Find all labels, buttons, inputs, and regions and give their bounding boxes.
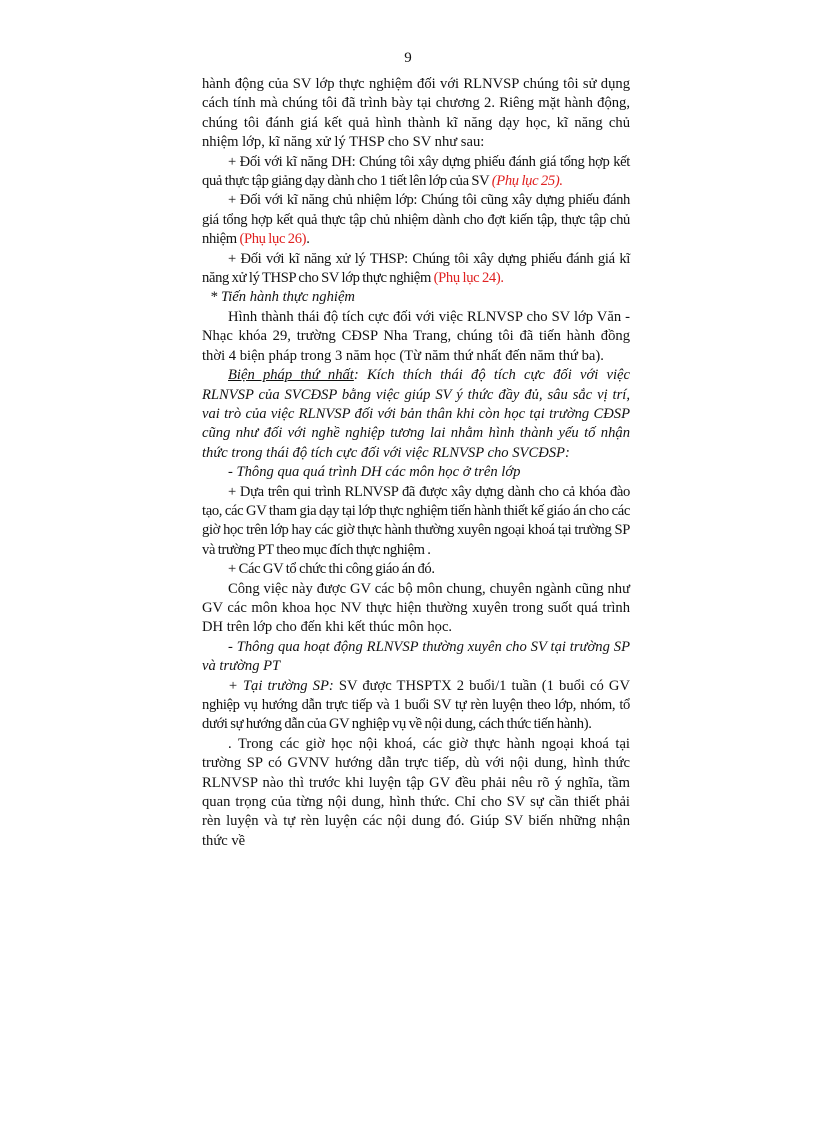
appendix-reference: (Phụ lục 26) [239,231,307,248]
paragraph-label: + Tại trường SP: [228,677,334,694]
appendix-reference: (Phụ lục 24). [433,270,504,287]
paragraph-at-school [202,677,630,735]
paragraph: hành động của SV lớp thực nghiệm đối với RLNVSP chúng tôi sử dụng cách tính mà chúng tôi đã trình bày tại chương 2. Riêng mặt hành động, chúng tôi đánh giá kết quả hình thành kĩ năng dạy học, kĩ năng chủ nhiệm lớp, kĩ năng xử lý THSP cho SV như sau: [202,76,630,151]
section-heading: * Tiến hành thực nghiệm [210,289,355,306]
paragraph-text: + Đối với kĩ năng xử lý THSP: Chúng tôi xây dựng phiếu đánh giá kĩ năng xử lý THSP cho SV lớp thực nghiệm [202,250,630,287]
paragraph: . Trong các giờ học nội khoá, các giờ thực hành ngoại khoá tại trường SP có GVNV hướng dẫn trực tiếp, dù với nội dung, hình thức RLNVSP nào thì trước khi luyện tập GV đều phải nêu rõ ý nghĩa, tầm quan trọng của từng nội dung, hình thức. Chỉ cho SV sự cần thiết phải rèn luyện và tự rèn luyện các nội dung đó. Giúp SV biến những nhận thức về [202,735,630,849]
paragraph-text: + Đối với kĩ năng chủ nhiệm lớp: Chúng tôi cũng xây dựng phiếu đánh giá tổng hợp kết quả thực tập chủ nhiệm dành cho đợt kiến tập, thực tập chủ nhiệm [202,192,630,248]
paragraph-skill-thsp [202,250,630,289]
measure-label: Biện pháp thứ nhất [228,367,354,384]
list-heading: - Thông qua quá trình DH các môn học ở trên lớp [228,464,521,481]
appendix-reference: (Phụ lục 25). [491,173,563,190]
paragraph: + Các GV tổ chức thi công giáo án đó. [228,561,435,578]
paragraph-text-condensed: nghiệp vụ hướng dẫn trực tiếp và 1 buổi SV tự rèn luyện theo lớp, nhóm, tổ dưới sự hướng dẫn của GV nghiệp vụ về nội dung, cách thức tiến hành). [202,697,630,733]
paragraph-text: SV được THSPTX 2 buổi/1 tuần (1 buổi có GV [333,677,631,694]
paragraph-text: + Đối với kĩ năng DH: Chúng tôi xây dựng phiếu đánh giá tổng hợp kết quả thực tập giảng dạy dành cho 1 tiết lên lớp của SV [202,153,630,190]
paragraph: Công việc này được GV các bộ môn chung, chuyên ngành cũng như GV các môn khoa học NV thực hiện thường xuyên trong suốt quá trình DH trên lớp cho đến khi kết thúc môn học. [202,580,630,636]
list-heading: - Thông qua hoạt động RLNVSP thường xuyên cho SV tại trường SP và trường PT [202,638,630,675]
paragraph-end: . [306,231,310,248]
paragraph: + Dựa trên qui trình RLNVSP đã được xây dựng dành cho cả khóa đào tạo, các GV tham gia dạy tại lớp thực nghiệm tiến hành thiết kế giáo án cho các giờ học trên lớp hay các giờ thực hành thường xuyên ngoại khoá tại trường SP và trường PT theo mục đích thực nghiệm . [202,483,630,558]
paragraph-skill-dh [202,153,630,192]
paragraph-skill-homeroom [202,191,630,249]
paragraph-measure-1 [202,366,630,463]
document-body [202,75,630,851]
page-number: 9 [404,50,412,66]
measure-text: : Kích thích thái độ tích cực đối với việc RLNVSP của SVCĐSP bằng việc giúp SV ý thức đầy đủ, sâu sắc vị trí, vai trò của việc RLNVSP đối với bản thân khi còn học tại trường CĐSP cũng như đối với nghề nghiệp tương lai nhằm hình thành yếu tố nhận thức trong thái độ tích cực đối với việc RLNVSP cho SVCĐSP: [202,367,630,461]
paragraph: Hình thành thái độ tích cực đối với việc RLNVSP cho SV lớp Văn - Nhạc khóa 29, trường CĐSP Nha Trang, chúng tôi đã tiến hành đồng thời 4 biện pháp trong 3 năm học (Từ năm thứ nhất đến năm thứ ba). [202,308,630,364]
